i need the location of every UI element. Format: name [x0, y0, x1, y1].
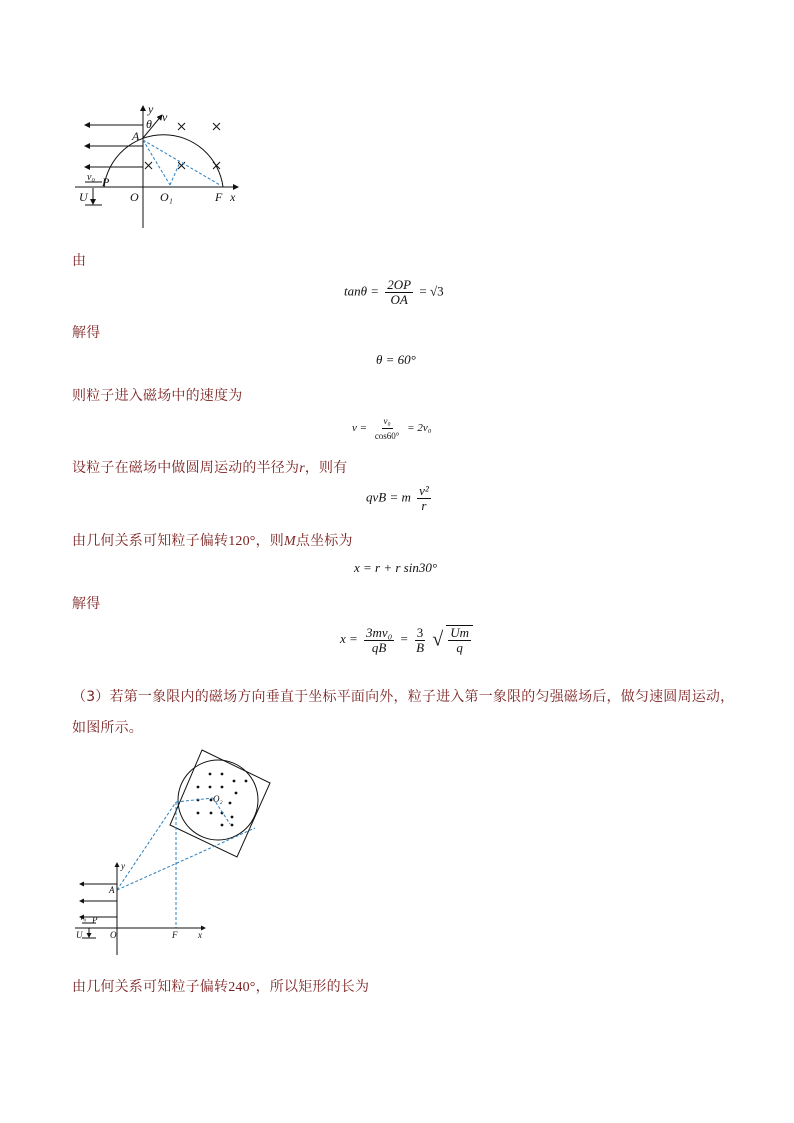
text-line-8: 如图所示。 [72, 720, 143, 736]
figure-2-diagram [70, 745, 285, 955]
field-boundary-arc [104, 135, 223, 187]
label-v0: v₀ [87, 172, 95, 183]
label-O2: O₂ [213, 794, 223, 804]
label-U: U [76, 930, 83, 940]
equation-6: x = $\frac{\text{3mv₀}}{qB}$ = $\frac{3}{B}$ √ $\frac{Um}{q}$ [340, 625, 476, 655]
label-v: v [162, 110, 168, 124]
figure-1-diagram [70, 100, 250, 235]
equation-3: v = $\frac{\text{v₀}}{\cos 60^\circ}$ = 2v₀ [352, 416, 432, 441]
text-line-5: 由几何关系可知粒子偏转120°，则M点坐标为 [72, 533, 353, 549]
text-line-2: 解得 [72, 325, 101, 341]
text-line-3: 则粒子进入磁场中的速度为 [72, 388, 243, 404]
equation-1: tanθ = $\frac{2OP}{OA}$ = √3 [344, 277, 444, 307]
label-A: A [109, 885, 115, 895]
text-line-7: （3）若第一象限内的磁场方向垂直于坐标平面向外，粒子进入第一象限的匀强磁场后，做匀速圆周运动， [72, 689, 735, 705]
label-theta: θ [146, 117, 152, 131]
text-line-1: 由 [72, 253, 87, 269]
label-O: O [110, 930, 117, 940]
label-y: y [148, 102, 154, 116]
label-x: x [230, 190, 236, 204]
equation-4: qvB = m $\frac{\text{v²}}{r}$ [366, 483, 429, 513]
text-line-9: 由几何关系可知粒子偏转240°，所以矩形的长为 [72, 979, 370, 995]
label-y: y [121, 861, 125, 871]
label-F: F [172, 930, 178, 940]
label-O: O [130, 190, 139, 204]
label-U: U [79, 190, 88, 204]
text-line-6: 解得 [72, 596, 101, 612]
label-P: P [102, 175, 110, 189]
equation-2: θ = 60° [376, 352, 416, 367]
equation-5: x = r + r sin30° [354, 560, 438, 575]
label-x: x [198, 930, 202, 940]
label-v0: v₀ [80, 913, 87, 922]
label-F: F [215, 190, 223, 204]
label-O1: O₁ [160, 190, 173, 204]
label-P: P [92, 915, 98, 925]
text-line-4: 设粒子在磁场中做圆周运动的半径为r，则有 [72, 460, 348, 476]
label-A: A [132, 129, 140, 143]
